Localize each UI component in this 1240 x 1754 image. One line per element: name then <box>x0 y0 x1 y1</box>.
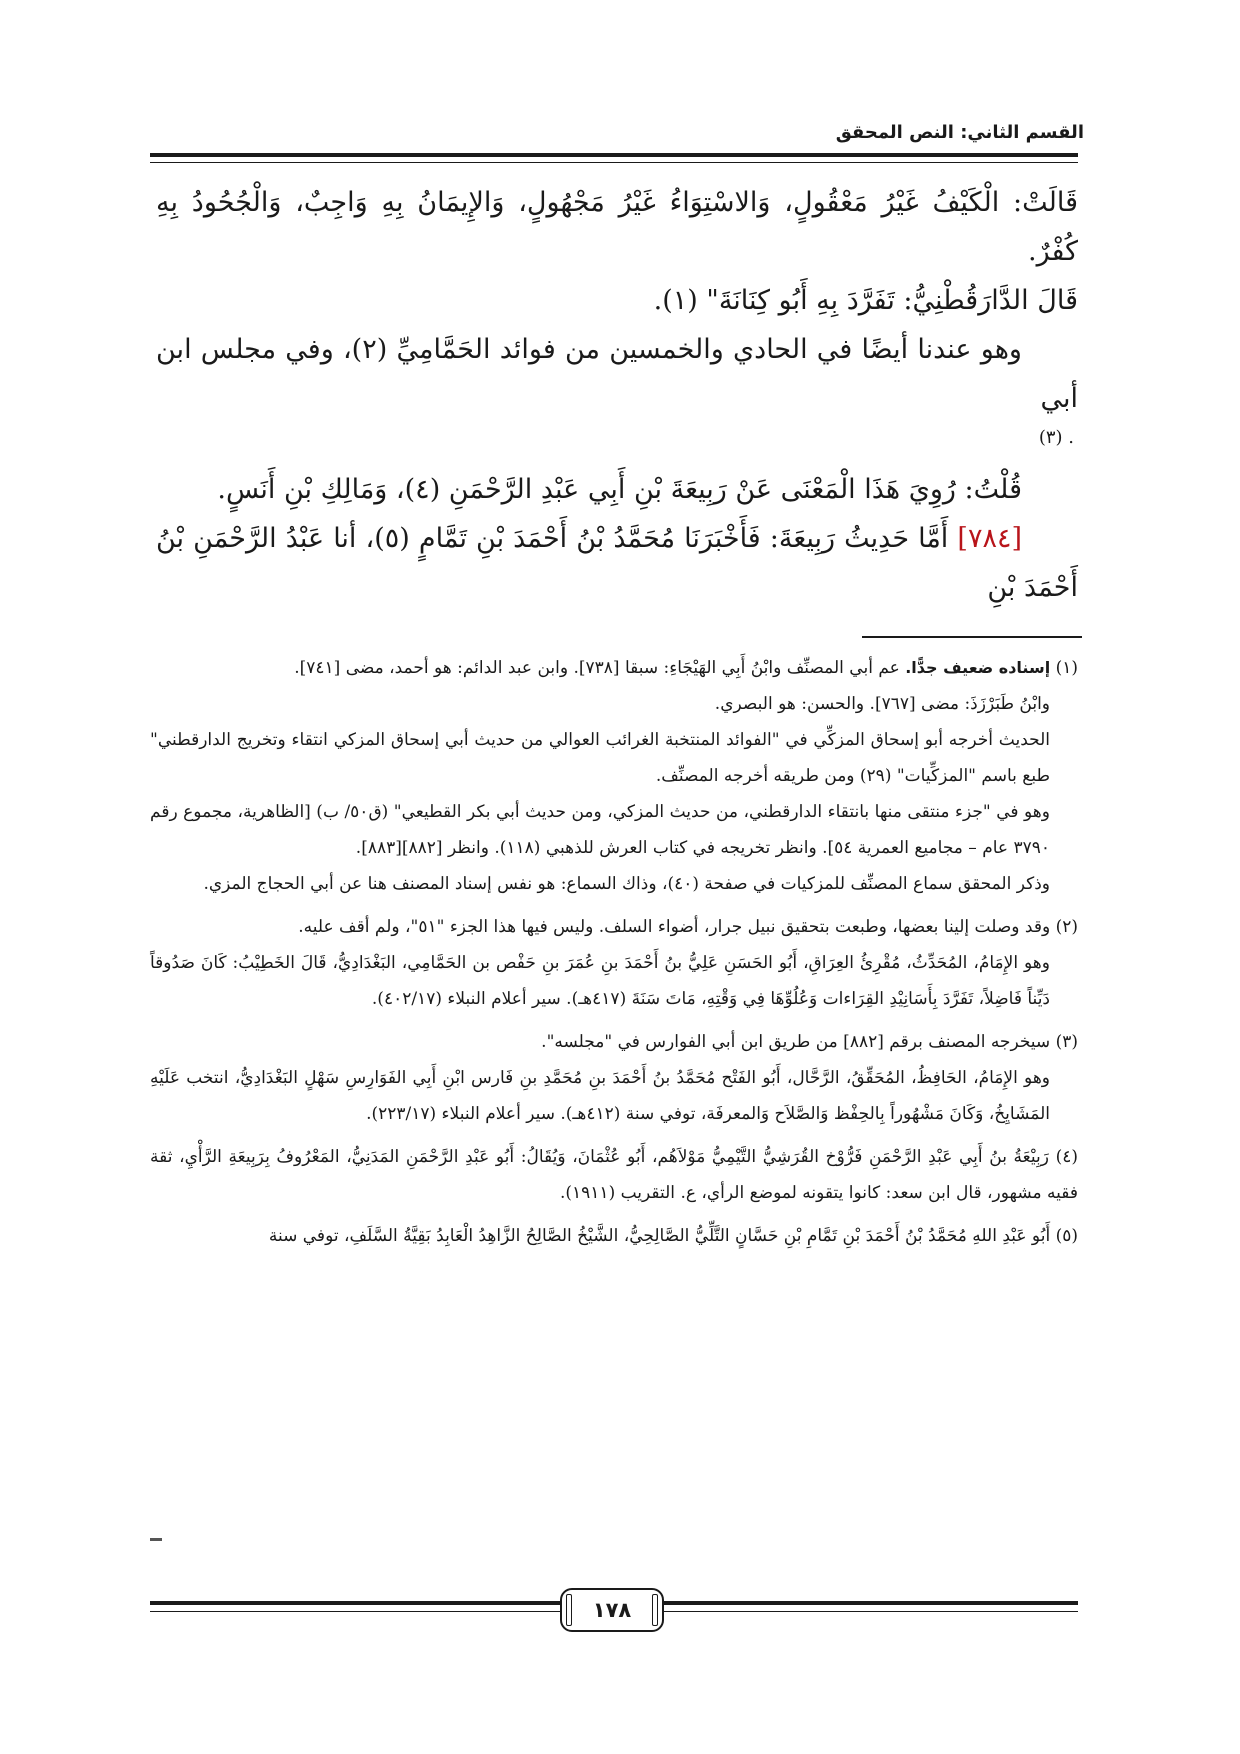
header-rule-thin <box>150 162 1078 163</box>
footnote-text: أَبُو عَبْدِ اللهِ مُحَمَّدُ بْنُ أَحْمَدَ بْنِ تَمَّامِ بْنِ حَسَّانٍ التَّلِّيُّ الصَّالِحِيُّ، الشَّيْخُ الصَّالِحُ الزَّاهِدُ الْعَابِدُ بَقِيَّةُ السَّلَفِ، توفي سنة <box>268 1226 1056 1246</box>
footnote-text: سيخرجه المصنف برقم [٨٨٢] من طريق ابن أبي الفوارس في "مجلسه". <box>541 1032 1056 1052</box>
main-paragraph-2: وهو عندنا أيضًا في الحادي والخمسين من فوائد الحَمَّامِيِّ (٢)، وفي مجلس ابن أبي <box>156 334 1078 414</box>
main-line-2: قَالَ الدَّارَقُطْنِيُّ: تَفَرَّدَ بِهِ أَبُو كِنَانَةَ" (١). <box>653 285 1078 316</box>
footnote-text: رَبِيْعَةُ بنُ أَبِي عَبْدِ الرَّحْمَنِ فَرُّوْخ القُرَشِيُّ التَّيْمِيُّ مَوْلاَهُم، أَبُو عُثْمَانَ، وَيُقَالُ: أَبُو عَبْدِ الرَّحْمَنِ المَدَنِيُّ، المَعْرُوفُ بِرَبِيعَةِ الرَّأْيِ، ثقة فقيه مشهور، قال ابن سعد: كانوا يتقونه لموضع الرأي، ع. التقريب (١٩١١). <box>150 1147 1078 1203</box>
footnote-bold-label: إسناده ضعيف جدًّا. <box>905 658 1051 677</box>
main-paragraph-4-text: أَمَّا حَدِيثُ رَبِيعَةَ: فَأَخْبَرَنَا مُحَمَّدُ بْنُ أَحْمَدَ بْنِ تَمَّامٍ (٥)، أنا عَبْدُ الرَّحْمَنِ بْنُ أَحْمَدَ بْنِ <box>156 523 1078 603</box>
footnote-2 <box>150 909 1078 1017</box>
footnote-text: وابْنُ طَبَرْزَذَ: مضى [٧٦٧]. والحسن: هو البصري. <box>714 694 1050 714</box>
header-rule-thick <box>150 153 1078 157</box>
main-paragraph-2-tail: . (٣) <box>1038 427 1074 448</box>
footnote-separator <box>862 636 1082 638</box>
footnote-number: (١) <box>1055 658 1078 678</box>
continuation-mark <box>150 1538 162 1541</box>
main-text <box>156 178 1078 612</box>
main-paragraph-3: قُلْتُ: رُوِيَ هَذَا الْمَعْنَى عَنْ رَبِيعَةَ بْنِ أَبِي عَبْدِ الرَّحْمَنِ (٤)، وَمَالِكِ بْنِ أَنَسٍ. <box>217 474 1022 505</box>
paragraph-spacer <box>156 453 1078 465</box>
footnote-4 <box>150 1139 1078 1211</box>
footnote-number: (٥) <box>1055 1226 1078 1246</box>
footnote-5 <box>150 1218 1078 1254</box>
footnote-number: (٤) <box>1055 1147 1078 1167</box>
footnote-text: الحديث أخرجه أبو إسحاق المزكِّي في "الفوائد المنتخبة الغرائب العوالي من حديث أبي إسحاق المزكي انتقاء وتخريج الدارقطني" طبع باسم "المزكِّيات" (٢٩) ومن طريقه أخرجه المصنِّف. <box>150 730 1050 786</box>
footnote-text: وقد وصلت إلينا بعضها، وطبعت بتحقيق نبيل جرار، أضواء السلف. وليس فيها هذا الجزء "٥١"، ولم أقف عليه. <box>298 917 1056 937</box>
footnote-text: وهو في "جزء منتقى منها بانتقاء الدارقطني، من حديث المزكي، ومن حديث أبي بكر القطيعي" (ق٥٠/ ب) [الظاهرية، مجموع رقم ٣٧٩٠ عام – مجاميع العمرية ٥٤]. وانظر تخريجه في كتاب العرش للذهبي (١١٨). وانظر [٨٨٢][٨٨٣]. <box>150 802 1050 858</box>
main-paragraph-4 <box>156 514 1078 612</box>
running-header: القسم الثاني: النص المحقق <box>835 122 1084 143</box>
footnote-text: وهو الإِمَامُ، المُحَدِّثُ، مُقْرِئُ العِرَاقِ، أَبُو الحَسَنِ عَلِيُّ بنُ أَحْمَدَ بنِ عُمَرَ بنِ حَفْص بن الحَمَّامِي، البَغْدَادِيُّ، قَالَ الخَطِيْبُ: كَانَ صَدُوقاً دَيِّناً فَاضِلاً، تَفَرَّدَ بِأَسَانِيْدِ القِرَاءات وَعُلُوِّهَا فِي وَقْتِهِ، مَاتَ سَنَةَ (٤١٧هـ). سير أعلام النبلاء (٤٠٢/١٧). <box>150 953 1050 1009</box>
page-number: ١٧٨ <box>560 1588 664 1632</box>
footnote-text: وهو الإِمَامُ، الحَافِظُ، المُحَقِّقُ، الرَّحَّال، أَبُو الفَتْح مُحَمَّدُ بنُ أَحْمَدَ بنِ مُحَمَّدِ بنِ فَارس ابْنِ أَبِي الفَوَارِسِ سَهْلٍ البَغْدَادِيُّ، انتخب عَلَيْهِ المَشَايِخُ، وَكَانَ مَشْهُوراً بِالحِفْظ وَالصَّلاَح وَالمعرفَة، توفي سنة (٤١٢هـ). سير أعلام النبلاء (٢٢٣/١٧). <box>150 1068 1050 1124</box>
footnote-number: (٢) <box>1055 917 1078 937</box>
footnote-3 <box>150 1024 1078 1132</box>
footnote-text: وذكر المحقق سماع المصنِّف للمزكيات في صفحة (٤٠)، وذاك السماع: هو نفس إسناد المصنف هنا عن أبي الحجاج المزي. <box>203 874 1050 894</box>
footnote-number: (٣) <box>1055 1032 1078 1052</box>
footnote-text: عم أبي المصنِّف وابْنُ أَبِي الهَيْجَاءِ: سبقا [٧٣٨]. وابن عبد الدائم: هو أحمد، مضى [٧٤١]. <box>294 658 906 678</box>
footnote-1 <box>150 650 1078 902</box>
footnotes <box>150 650 1078 1261</box>
main-line-1: قَالَتْ: الْكَيْفُ غَيْرُ مَعْقُولٍ، وَالاسْتِوَاءُ غَيْرُ مَجْهُولٍ، وَالإِيمَانُ بِهِ وَاجِبٌ، وَالْجُحُودُ بِهِ كُفْرٌ. <box>156 187 1078 267</box>
hadith-number: [٧٨٤] <box>957 523 1022 554</box>
